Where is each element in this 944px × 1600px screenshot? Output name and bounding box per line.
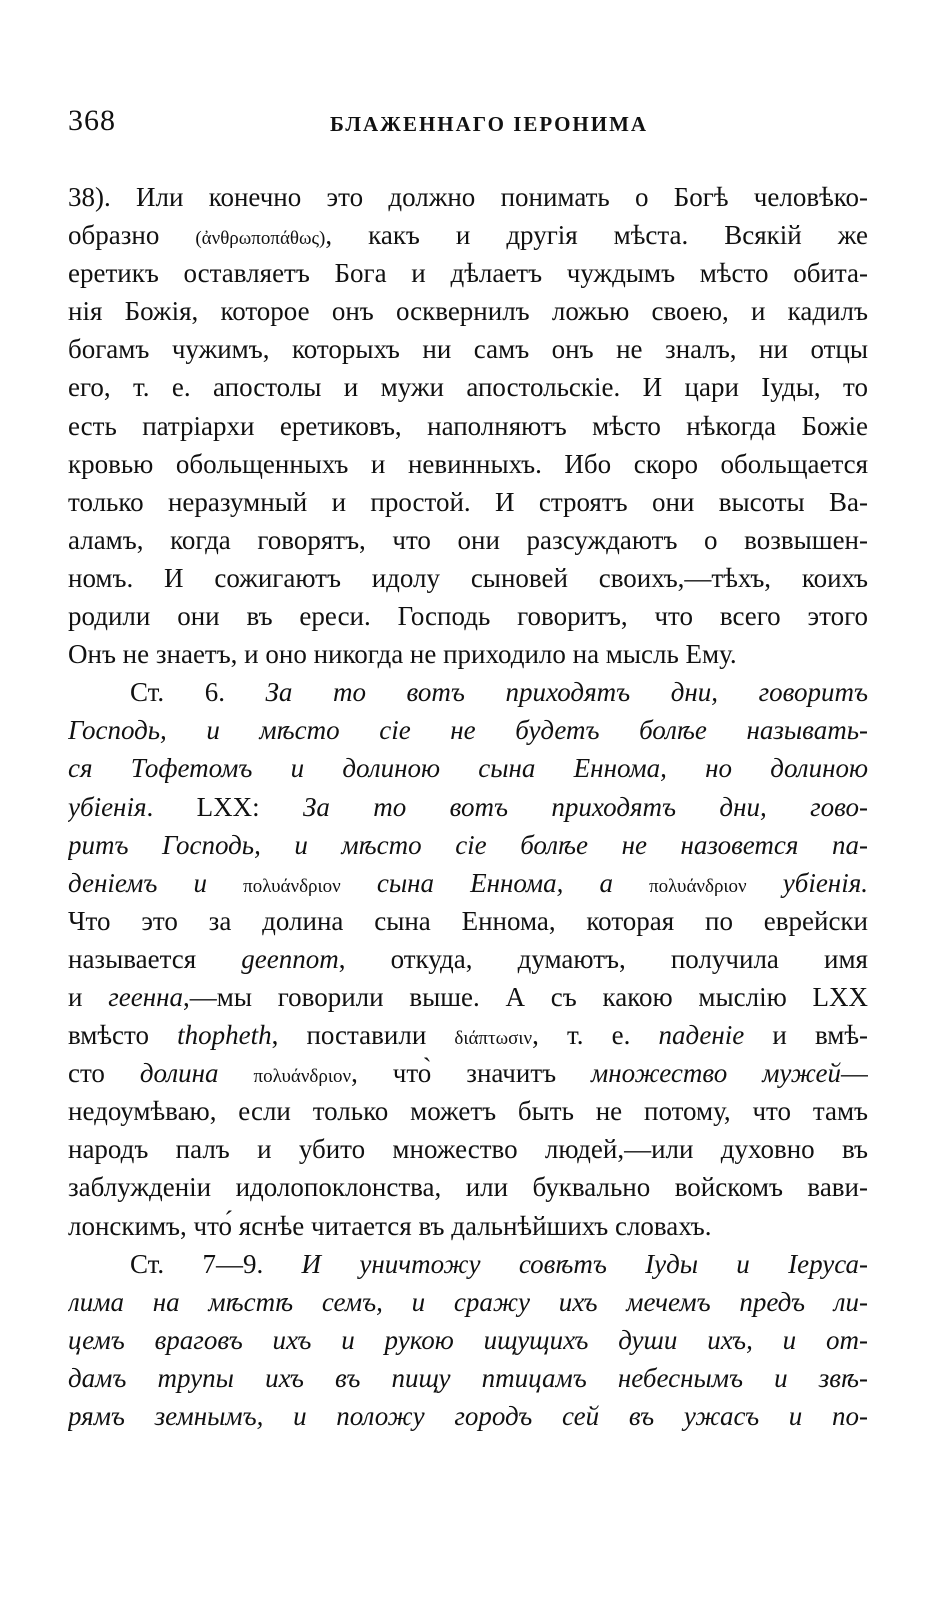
- text-run: его, т. е. апостолы и мужи апостольскіе. И цари Іуды, то: [68, 372, 868, 403]
- text-line: [68, 254, 868, 292]
- text-run: Ст. 7—9.: [130, 1248, 302, 1279]
- text-run: образно: [68, 220, 196, 251]
- text-line: [68, 635, 868, 673]
- italic-text: дамъ трупы ихъ въ пищу птицамъ небеснымъ и звѣ-: [68, 1362, 868, 1393]
- text-line: [68, 711, 868, 749]
- greek-text: (ἀνθρωποπάθως): [195, 228, 326, 250]
- italic-text: множество мужей: [591, 1058, 841, 1089]
- text-line: [68, 178, 868, 216]
- text-line: [68, 1092, 868, 1130]
- italic-text: лима на мѣстѣ семъ, и сражу ихъ мечемъ предъ ли-: [68, 1286, 868, 1317]
- text-line: [68, 1397, 868, 1435]
- page-number: 368: [68, 104, 116, 137]
- running-title: БЛАЖЕННАГО ІЕРОНИМА: [330, 112, 649, 136]
- text-body: [68, 178, 868, 1435]
- text-run: ,—мы говорили выше. А съ какою мыслію LXX: [183, 981, 868, 1012]
- italic-text: За то вотъ приходятъ дни, говоритъ: [265, 677, 868, 708]
- italic-text: паденіе: [658, 1020, 745, 1051]
- text-line: [68, 292, 868, 330]
- text-run: номъ. И сожигаютъ идолу сыновей своихъ,—тѣхъ, коихъ: [68, 562, 868, 593]
- text-line: [68, 826, 868, 864]
- text-line: [68, 788, 868, 826]
- text-run: . LXX:: [146, 791, 303, 822]
- italic-text: И уничтожу совѣтъ Іуды и Іеруса-: [301, 1248, 868, 1279]
- text-line: [68, 559, 868, 597]
- text-run: кровью обольщенныхъ и невинныхъ. Ибо скоро обольщается: [68, 448, 868, 479]
- text-line: [68, 749, 868, 787]
- italic-text: цемъ враговъ ихъ и рукою ищущихъ души ихъ, и от-: [68, 1324, 868, 1355]
- italic-text: ритъ Господь, и мѣсто сіе болѣе не назовется па-: [68, 829, 868, 860]
- text-line: [68, 1168, 868, 1206]
- text-line: [68, 978, 868, 1016]
- text-run: —: [840, 1058, 868, 1089]
- text-run: , поставили: [271, 1020, 455, 1051]
- text-line: [68, 216, 868, 254]
- italic-text: деніемъ и: [68, 867, 244, 898]
- text-run: нія Божія, которое онъ осквернилъ ложью своею, и кадилъ: [68, 296, 868, 327]
- text-run: , что̀ значитъ: [351, 1058, 592, 1089]
- text-line: [68, 902, 868, 940]
- italic-text: thopheth: [177, 1020, 272, 1051]
- text-run: недоумѣваю, если только можетъ быть не потому, что тамъ: [68, 1096, 868, 1127]
- italic-text: долина: [139, 1058, 219, 1089]
- text-run: только неразумный и простой. И строятъ они высоты Ва-: [68, 486, 868, 517]
- text-run: и вмѣ-: [744, 1020, 868, 1051]
- text-line: [68, 368, 868, 406]
- text-run: Ст. 6.: [130, 677, 266, 708]
- text-run: есть патріархи еретиковъ, наполняютъ мѣсто нѣкогда Божіе: [68, 410, 868, 441]
- text-line: [68, 483, 868, 521]
- text-line: [68, 864, 868, 902]
- text-run: богамъ чужимъ, которыхъ ни самъ онъ не зналъ, ни отцы: [68, 334, 868, 365]
- text-line: [68, 673, 868, 711]
- text-run: еретикъ оставляетъ Бога и дѣлаетъ чуждымъ мѣсто обита-: [68, 258, 868, 289]
- text-run: [219, 1058, 254, 1088]
- text-run: аламъ, когда говорятъ, что они разсуждаютъ о возвышен-: [68, 524, 868, 555]
- italic-text: рямъ земнымъ, и положу городъ сей въ ужасъ и по-: [68, 1401, 868, 1431]
- text-run: Онъ не знаетъ, и оно никогда не приходило на мысль Ему.: [68, 639, 737, 670]
- text-line: [68, 1359, 868, 1397]
- text-line: [68, 1054, 868, 1092]
- text-run: родили они въ ереси. Господь говоритъ, что всего этого: [68, 601, 868, 632]
- text-line: [68, 1283, 868, 1321]
- text-line: [68, 521, 868, 559]
- italic-text: убіенія.: [746, 867, 868, 898]
- greek-text: διάπτωσιν: [454, 1028, 533, 1050]
- greek-text: πολυάνδριον: [253, 1066, 352, 1088]
- italic-text: сына Еннома, а: [340, 867, 650, 898]
- italic-text: убіенія: [68, 791, 147, 822]
- text-run: лонскимъ, что́ яснѣе читается въ дальнѣйшихъ словахъ.: [68, 1210, 712, 1241]
- page-header: [68, 104, 868, 144]
- text-line: [68, 1130, 868, 1168]
- text-line: [68, 1207, 868, 1245]
- text-run: заблужденіи идолопоклонства, или буквально войскомъ вави-: [68, 1172, 868, 1203]
- text-run: сто: [68, 1058, 140, 1089]
- text-line: [68, 597, 868, 635]
- greek-text: πολυάνδριον: [649, 875, 747, 897]
- text-line: [68, 1016, 868, 1054]
- italic-text: Господь, и мѣсто сіе не будетъ болѣе называть-: [68, 715, 868, 746]
- text-run: вмѣсто: [68, 1020, 178, 1051]
- greek-text: πολυάνδριον: [243, 875, 341, 897]
- text-line: [68, 407, 868, 445]
- text-run: , откуда, думаютъ, получила имя: [338, 943, 868, 974]
- text-line: [68, 1321, 868, 1359]
- text-run: народъ палъ и убито множество людей,—или духовно въ: [68, 1134, 868, 1165]
- italic-text: ся Тофетомъ и долиною сына Еннома, но долиною: [68, 753, 868, 784]
- text-line: [68, 330, 868, 368]
- text-run: и: [68, 981, 109, 1012]
- text-run: называется: [68, 943, 242, 974]
- text-line: [68, 445, 868, 483]
- italic-text: geennom: [241, 943, 339, 974]
- text-line: [68, 1245, 868, 1283]
- text-run: 38). Или конечно это должно понимать о Богѣ человѣко-: [68, 182, 868, 212]
- italic-text: За то вотъ приходятъ дни, гово-: [303, 791, 868, 822]
- text-run: , т. е.: [532, 1020, 659, 1051]
- italic-text: геенна: [108, 981, 184, 1012]
- text-run: Что это за долина сына Еннома, которая по еврейски: [68, 905, 868, 936]
- text-line: [68, 940, 868, 978]
- text-run: , какъ и другія мѣста. Всякій же: [325, 220, 868, 251]
